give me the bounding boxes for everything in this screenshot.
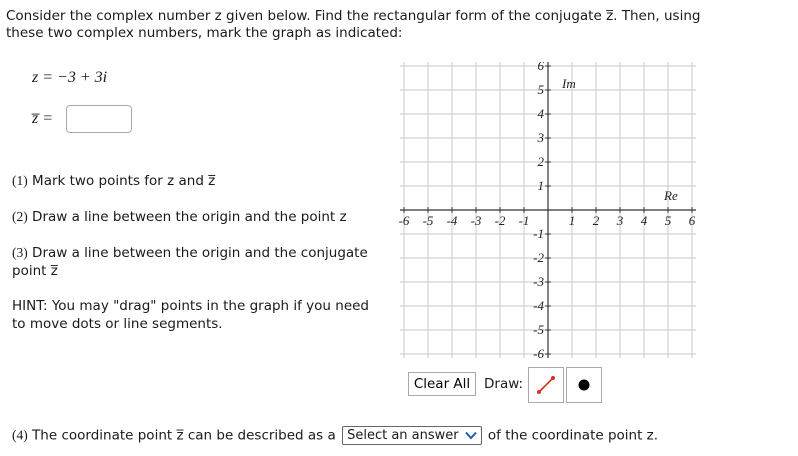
y-tick-label: 1	[537, 178, 544, 193]
y-tick-label: 4	[537, 106, 544, 121]
y-tick-label: -2	[533, 250, 544, 265]
step-3	[12, 244, 372, 280]
step-2-text: Draw a line between the origin and the point z	[32, 209, 347, 225]
x-tick-label: -3	[470, 213, 482, 228]
imaginary-axis-label: Im	[562, 76, 576, 91]
z-expression: z = −3 + 3i	[32, 69, 108, 86]
q4-number: (4)	[12, 427, 28, 443]
step-1-text: Mark two points for z and z̅	[32, 173, 216, 189]
y-tick-label: 5	[537, 82, 544, 97]
x-tick-label: 2	[592, 213, 600, 228]
line-tool-button[interactable]	[528, 367, 564, 403]
x-tick-labels	[399, 213, 696, 228]
point-icon	[567, 368, 601, 402]
y-tick-labels	[533, 62, 544, 361]
x-tick-label: 3	[616, 213, 624, 228]
x-tick-label: -6	[398, 213, 410, 228]
step-1	[12, 172, 382, 190]
step-2	[12, 208, 382, 226]
y-tick-label: 3	[537, 130, 544, 145]
y-tick-label: -5	[533, 322, 544, 337]
draw-label: Draw:	[484, 376, 524, 392]
complex-plane-graph[interactable]	[398, 62, 698, 362]
step-3-text: Draw a line between the origin and the conjugate point z̅	[12, 245, 368, 279]
axes	[400, 62, 696, 358]
q4-suffix: of the coordinate point z.	[487, 427, 659, 444]
zbar-answer-input[interactable]	[66, 105, 132, 133]
y-tick-label: -6	[533, 346, 544, 361]
step-2-number: (2)	[12, 209, 28, 224]
y-tick-label: -1	[533, 226, 544, 241]
y-tick-label: -4	[533, 298, 544, 313]
x-tick-label: -1	[518, 213, 530, 228]
hint-text: HINT: You may "drag" points in the graph if you need to move dots or line segments.	[12, 298, 370, 332]
point-tool-button[interactable]	[566, 367, 602, 403]
step-3-number: (3)	[12, 245, 28, 260]
q4-prefix: The coordinate point z̅ can be described as a	[32, 427, 336, 444]
answer-select[interactable]	[342, 426, 482, 445]
problem-intro: Consider the complex number z given below. Find the rectangular form of the conjugate z̅. Then, using these two complex numbers, mark the graph as indicated:	[6, 8, 701, 41]
y-tick-label: 2	[537, 154, 544, 169]
answer-select-label: Select an answer	[347, 428, 459, 443]
chevron-down-icon	[465, 428, 477, 443]
line-segment-icon	[529, 368, 563, 402]
x-tick-label: 1	[568, 213, 576, 228]
x-tick-label: -2	[494, 213, 506, 228]
y-tick-label: -3	[533, 274, 544, 289]
zbar-label: z̅ =	[32, 110, 54, 127]
x-tick-label: -5	[422, 213, 434, 228]
x-tick-label: 5	[664, 213, 672, 228]
question-4	[12, 426, 658, 445]
real-axis-label: Re	[664, 188, 678, 203]
clear-all-button[interactable]: Clear All	[408, 372, 476, 396]
x-tick-label: 4	[640, 213, 648, 228]
y-tick-label: 6	[537, 62, 544, 73]
x-tick-label: 6	[688, 213, 696, 228]
x-tick-label: -4	[446, 213, 458, 228]
step-1-number: (1)	[12, 173, 28, 188]
